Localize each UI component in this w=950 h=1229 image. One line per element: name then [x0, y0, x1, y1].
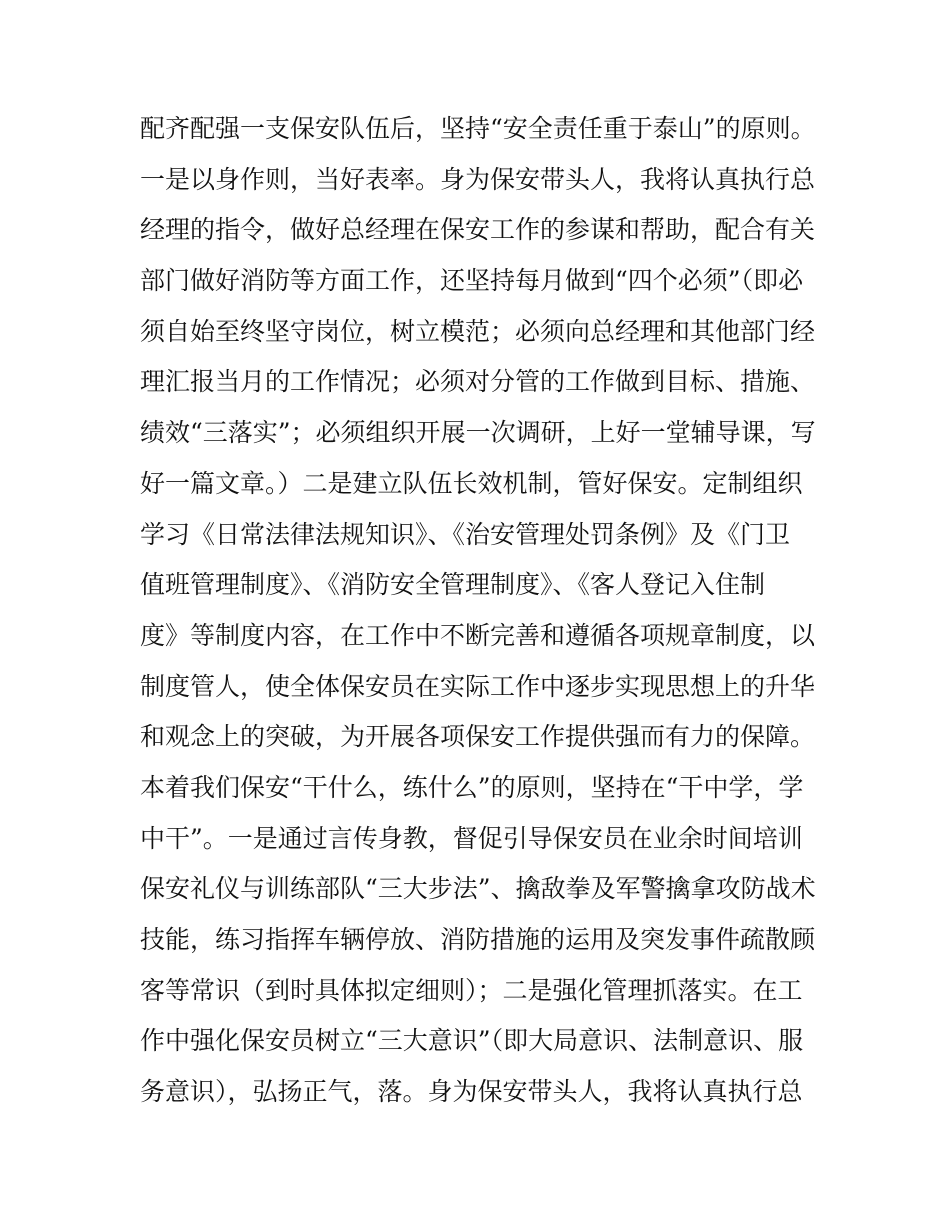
- body-text: [140, 104, 820, 1118]
- text-line-9: 学习《日常法律法规知识》、《治安管理处罚条例》及《门卫: [140, 519, 791, 549]
- text-line-19: 作中强化保安员树立“三大意识”（即大局意识、法制意识、服: [140, 1026, 804, 1056]
- text-line-15: 中干”。一是通过言传身教，督促引导保安员在业余时间培训: [140, 823, 803, 853]
- text-line-13: 和观念上的突破，为开展各项保安工作提供强而有力的保障。: [140, 722, 816, 752]
- text-line-14: 本着我们保安“干什么，练什么”的原则，坚持在“干中学，学: [140, 772, 804, 802]
- text-line-10: 值班管理制度》、《消防安全管理制度》、《客人登记入住制: [140, 570, 766, 600]
- text-line-7: 绩效“三落实”；必须组织开展一次调研，上好一堂辅导课，写: [140, 418, 816, 448]
- text-line-2: 一是以身作则，当好表率。身为保安带头人，我将认真执行总: [140, 164, 816, 194]
- text-line-11: 度》等制度内容，在工作中不断完善和遵循各项规章制度，以: [140, 620, 816, 650]
- text-line-4: 部门做好消防等方面工作，还坚持每月做到“四个必须”（即必: [140, 266, 804, 296]
- text-line-18: 客等常识（到时具体拟定细则）；二是强化管理抓落实。在工: [140, 975, 803, 1005]
- text-line-8: 好一篇文章。）二是建立队伍长效机制，管好保安。定制组织: [140, 468, 803, 498]
- text-line-6: 理汇报当月的工作情况；必须对分管的工作做到目标、措施、: [140, 367, 816, 397]
- text-line-3: 经理的指令，做好总经理在保安工作的参谋和帮助，配合有关: [140, 215, 816, 245]
- text-line-5: 须自始至终坚守岗位，树立模范；必须向总经理和其他部门经: [140, 316, 816, 346]
- text-line-12: 制度管人，使全体保安员在实际工作中逐步实现思想上的升华: [140, 671, 816, 701]
- text-line-20: 务意识），弘扬正气，落。身为保安带头人，我将认真执行总: [140, 1077, 803, 1107]
- text-line-17: 技能，练习指挥车辆停放、消防措施的运用及突发事件疏散顾: [140, 925, 816, 954]
- text-line-1: 配齐配强一支保安队伍后，坚持“安全责任重于泰山”的原则。: [140, 114, 816, 143]
- text-line-16: 保安礼仪与训练部队“三大步法”、擒敌拳及军警擒拿攻防战术: [140, 874, 816, 904]
